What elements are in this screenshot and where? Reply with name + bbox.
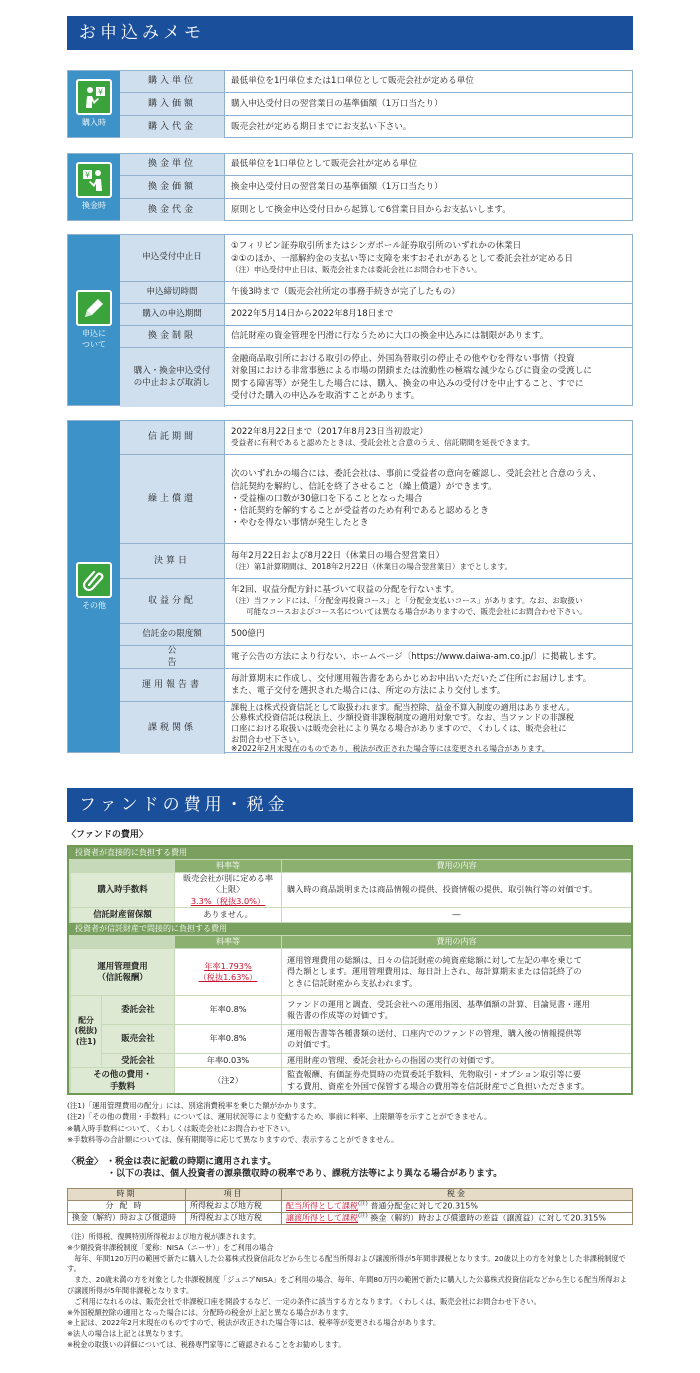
row-label-line: 購入・換金申込受付	[133, 366, 211, 377]
tax-note: ※外国税額控除の適用となった場合には、分配時の税金が上記と異なる場合があります。	[67, 1307, 353, 1317]
row-label: 決算日	[120, 544, 225, 578]
row-value	[225, 702, 632, 754]
row-label: 購入単位	[120, 71, 225, 92]
retained-label: 信託財産留保額	[71, 908, 174, 922]
row-label: 購入代金	[120, 116, 225, 138]
col-tax: 税金	[282, 1189, 633, 1201]
col-period: 時期	[68, 1189, 186, 1201]
allocation-label-line: (注1)	[75, 1036, 97, 1046]
purchase-fee-rate	[175, 873, 281, 907]
tax-notes	[67, 1232, 633, 1351]
mgmt-fee-label	[71, 949, 174, 995]
other-fee-content	[282, 1068, 631, 1093]
purchase-fee-label: 購入時手数料	[71, 873, 174, 907]
table-row	[120, 702, 632, 754]
tax-header-row	[68, 1189, 633, 1201]
other-side-label: その他	[82, 600, 106, 610]
value-line: ・受益権の口数が30億口を下ることとなった場合	[231, 493, 423, 504]
distributor-content-line: 運用報告書等各種書類の送付、口座内でのファンドの管理、購入後の情報提供等	[287, 1027, 582, 1038]
value-line: 関する障害等）が発生した場合には、購入、換金の申込みの受付けを中止すること、すでに	[231, 378, 584, 389]
consignor-content	[282, 996, 631, 1024]
row-label: 信託期間	[120, 421, 225, 454]
application-side-label-1: 申込に	[82, 329, 106, 339]
section-banner-application-memo	[67, 16, 633, 50]
other-fee-rate: （注2）	[175, 1068, 281, 1093]
row-value	[225, 544, 632, 578]
section-title: お申込みメモ	[79, 23, 205, 43]
table-row	[120, 646, 632, 669]
row-value	[225, 421, 632, 454]
purchase-fee-rate-cap	[175, 884, 281, 906]
mgmt-fee-rate-line: 年率1.793%	[204, 960, 252, 971]
svg-text:¥: ¥	[84, 170, 91, 180]
row-value	[225, 579, 632, 623]
purchase-group	[67, 70, 633, 138]
value-line: 課税上は株式投資信託として取扱われます。配当控除、益金不算入制度の適用はありません。	[231, 701, 575, 712]
row-label: 換金制限	[120, 326, 225, 347]
retained-content: ―	[282, 908, 631, 922]
table-row	[120, 669, 632, 702]
fee-note: (注1)「運用管理費用の配分」には、別途消費税率を乗じた額がかかります。	[67, 1101, 321, 1110]
row-label: 申込受付中止日	[120, 235, 225, 281]
row-value: 購入申込受付日の翌営業日の基準価額（1万口当たり）	[231, 98, 443, 109]
tax-note: ご利用になれるのは、販売会社で非課税口座を開設するなど、一定の条件に該当する方となります。くわしくは、販売会社にお問合わせ下さい。	[67, 1296, 541, 1306]
fee-note: ※手数料等の合計額については、保有期間等に応じて異なりますので、表示することができません。	[67, 1135, 399, 1145]
application-side	[68, 235, 120, 405]
tax-type: 譲渡所得として課税	[286, 1213, 358, 1223]
col-content-header: 費用の内容	[282, 860, 631, 872]
value-line: 信託財産の資金管理を円滑に行なうために大口の換金申込みには制限があります。	[231, 331, 549, 342]
row-label: 公告	[120, 646, 225, 668]
value-note: 受益者に有利であると認めたときは、受託会社と合意のうえ、信託期間を延長できます。	[231, 438, 535, 448]
table-row	[120, 348, 632, 407]
row-label: 運用報告書	[120, 669, 225, 701]
tax-note: また、20歳未満の方を対象とした非課税制度「ジュニアNISA」をご利用の場合、毎年、年間80万円の範囲で新たに購入した公募株式投資信託などから生じる配当所得および譲渡所得が5年間非課税となります。	[67, 1275, 627, 1295]
row-label: 課税関係	[120, 702, 225, 754]
row-value	[225, 235, 632, 281]
application-group	[67, 234, 633, 406]
application-side-label-2: ついて	[82, 339, 106, 349]
row-value	[225, 455, 632, 543]
value-note: ※2022年2月末現在のものであり、税法が改正された場合等には変更される場合があります。	[231, 744, 550, 754]
redemption-side	[68, 154, 120, 220]
value-line: 年2回、収益分配方針に基づいて収益の分配を行ないます。	[231, 585, 460, 596]
value-line: 信託契約を解約し、信託を終了させること（繰上償還）ができます。	[231, 481, 497, 492]
value-line: 2022年8月22日まで（2017年8月23日当初設定）	[231, 427, 428, 437]
retained-rate: ありません。	[175, 908, 281, 922]
value-line: 電子公告の方法により行ない、ホームページ〔https://www.daiwa-am.co.jp/〕に掲載します。	[231, 651, 602, 662]
tax-note: ※上記は、2022年2月末現在のものですので、税法が改正された場合等には、税率等が変更される場合があります。	[67, 1318, 441, 1328]
value-line: 2022年5月14日から2022年8月18日まで	[231, 309, 394, 320]
section-title: ファンドの費用・税金	[79, 795, 289, 815]
value-line: 口座における取扱いは販売会社により異なる場合がありますので、くわしくは、販売会社に	[231, 723, 567, 734]
row-label: 繰上償還	[120, 455, 225, 543]
row-value	[225, 348, 632, 407]
col-content-header: 費用の内容	[282, 936, 631, 948]
table-row	[120, 326, 632, 348]
purchase-side	[68, 71, 120, 137]
consignor-content-line: ファンドの運用と調査、受託会社への運用指図、基準価額の計算、目論見書・運用	[287, 998, 590, 1009]
value-note: （注）申込受付中止日は、販売会社または委託会社にお問合わせ下さい。	[231, 264, 482, 274]
cap-value: 3.3%（税抜3.0%）	[190, 895, 266, 906]
value-line: ・信託契約を解約することが受益者のため有利であると認めるとき	[231, 506, 489, 517]
fee-note: (注2)「その他の費用・手数料」については、運用状況等により変動するため、事前に料率、上限額等を示すことができません。	[67, 1112, 492, 1122]
mgmt-fee-rate-line: （税抜1.63%）	[198, 972, 258, 982]
value-line: ②①のほか、一部解約金の支払い等に支障を来すおそれがあるとして委託会社が定める日	[231, 253, 573, 264]
row-value: 販売会社が定める期日までにお支払い下さい。	[231, 121, 412, 132]
consignor-content-line: 報告書の作成等の対価です。	[287, 1010, 393, 1020]
trustee-label: 受託会社	[102, 1054, 174, 1067]
mgmt-fee-content-line: 得た額とします。運用管理費用は、毎日計上され、毎計算期末または信託終了の	[287, 966, 582, 977]
row-value: 最低単位を1口単位として販売会社が定める単位	[231, 159, 417, 170]
table-row	[120, 176, 632, 199]
yen-buy-icon	[76, 79, 112, 115]
tax-mark: (注)	[358, 1213, 368, 1220]
tax-note: ※少額投資非課税制度「愛称：NISA（ニーサ）」をご利用の場合	[67, 1242, 274, 1252]
row-label: 購入の申込期間	[120, 304, 225, 325]
row-label: 購入価額	[120, 93, 225, 115]
paperclip-icon	[76, 562, 112, 598]
pen-icon	[76, 290, 112, 326]
tax-rate-text: 換金（解約）時および償還時の差益（譲渡益）に対して20.315%	[370, 1213, 606, 1223]
other-fee-label-line: その他の費用・	[93, 1069, 152, 1080]
purchase-fee-content: 購入時の商品説明または商品情報の提供、投資情報の提供、取引執行等の対価です。	[282, 873, 631, 907]
fees-table	[67, 845, 633, 1095]
allocation-label-line: (税抜)	[74, 1026, 98, 1036]
consignor-label: 委託会社	[102, 996, 174, 1024]
value-line: 受付けた購入の申込みを取消すことがあります。	[231, 390, 420, 401]
other-group	[67, 420, 633, 753]
mgmt-fee-label-line: 運用管理費用	[97, 960, 148, 971]
value-line: また、電子交付を選択された場合には、所定の方法により交付します。	[231, 686, 506, 696]
value-line: 次のいずれかの場合には、委託会社は、事前に受益者の意向を確認し、受託会社と合意のうえ、	[231, 469, 602, 480]
value-line: 毎年2月22日および8月22日（休業日の場合翌営業日）	[231, 550, 445, 561]
tax-table	[67, 1188, 633, 1225]
tax-note: ※税金の取扱いの詳細については、税務専門家等にご確認されることをお勧めします。	[67, 1339, 346, 1349]
other-fee-label-line: 手数料	[109, 1080, 136, 1091]
row-value: 原則として換金申込受付日から起算して6営業日目からお支払いします。	[231, 204, 511, 215]
other-fee-label	[71, 1068, 174, 1093]
fee-notes	[67, 1100, 633, 1146]
table-row	[120, 421, 632, 455]
value-line: 500億円	[231, 629, 265, 640]
row-label: 換金代金	[120, 199, 225, 221]
table-row	[120, 544, 632, 579]
tax-note: 毎年、年間120万円の範囲で新たに購入した公募株式投資信託などから生じる配当所得および譲渡所得が5年間非課税となります。20歳以上の方を対象とした非課税制度です。	[67, 1253, 626, 1274]
tax-type: 配当所得として課税	[286, 1201, 358, 1211]
table-row	[120, 282, 632, 304]
row-label: 換金単位	[120, 154, 225, 175]
value-line: 公募株式投資信託は税法上、少額投資非課税制度の適用対象です。なお、当ファンドの非課税	[231, 712, 575, 723]
table-row	[68, 1213, 633, 1225]
tax-value	[282, 1201, 633, 1213]
fees-heading: 〈ファンドの費用〉	[67, 830, 148, 840]
value-line: 毎計算期末に作成し、交付運用報告書をあらかじめお申出いただいたご住所にお届けします。	[231, 673, 592, 684]
mgmt-fee-content	[282, 949, 631, 995]
row-label: 申込締切時間	[120, 282, 225, 303]
table-row	[120, 624, 632, 646]
mgmt-fee-content-line: 運用管理費用の総額は、日々の信託財産の純資産総額に対して左記の率を乗じて	[287, 955, 582, 966]
tax-heading: 〈税金〉	[67, 1157, 104, 1167]
allocation-label	[71, 996, 101, 1067]
consignor-rate: 年率0.8%	[175, 996, 281, 1024]
table-row	[120, 455, 632, 544]
row-value	[225, 282, 632, 303]
value-note: （注）第1計算期間は、2018年2月22日（休業日の場合翌営業日）までとします。	[231, 561, 513, 571]
row-value	[225, 669, 632, 701]
indirect-costs-bar: 投資者が信託財産で間接的に負担する費用	[69, 923, 631, 935]
tax-bullet: ・税金は表に記載の時期に適用されます。	[106, 1157, 277, 1167]
distributor-content-line: の対価です。	[287, 1039, 336, 1049]
row-label-line: の中止および取消し	[133, 377, 211, 388]
tax-note: ※法人の場合は上記とは異なります。	[67, 1329, 188, 1339]
value-line: ①フィリピン証券取引所またはシンガポール証券取引所のいずれかの休業日	[231, 241, 522, 252]
table-row	[120, 154, 632, 176]
table-row	[120, 116, 632, 138]
mgmt-fee-content-line: ときに信託財産から支払われます。	[287, 977, 418, 988]
row-value: 最低単位を1円単位または1口単位として販売会社が定める単位	[231, 76, 474, 87]
tax-item: 所得税および地方税	[186, 1213, 282, 1225]
mgmt-fee-label-line: （信託報酬）	[97, 972, 148, 982]
tax-item: 所得税および地方税	[186, 1201, 282, 1213]
purchase-fee-rate-line: 販売会社が別に定める率	[182, 873, 274, 884]
value-line: ・やむを得ない事情が発生したとき	[231, 518, 369, 529]
distributor-label: 販売会社	[102, 1025, 174, 1053]
tax-note: （注）所得税、復興特別所得税および地方税が課されます。	[67, 1232, 261, 1241]
table-row	[120, 71, 632, 93]
trustee-content: 運用財産の管理、委託会社からの指図の実行の対価です。	[282, 1054, 631, 1067]
row-label: 換金価額	[120, 176, 225, 198]
redemption-side-label: 換金時	[82, 201, 106, 211]
yen-exchange-icon	[76, 162, 112, 198]
purchase-side-label: 購入時	[82, 118, 106, 128]
distributor-rate: 年率0.8%	[175, 1025, 281, 1053]
allocation-label-line: 配分	[78, 1015, 94, 1025]
other-fee-content-line: 監査報酬、有価証券売買時の売買委託手数料、先物取引・オプション取引等に要	[287, 1069, 582, 1080]
row-value	[225, 326, 632, 347]
distributor-content	[282, 1025, 631, 1053]
col-item: 項目	[186, 1189, 282, 1201]
trustee-rate: 年率0.03%	[175, 1054, 281, 1067]
other-side	[68, 421, 120, 752]
value-note: 可能なコースおよびコース名については異なる場合がありますので、販売会社にお問合わせ下さい。	[231, 607, 587, 617]
section-banner-fund-costs	[67, 788, 633, 822]
table-row	[120, 304, 632, 326]
tax-value	[282, 1213, 633, 1225]
cap-label: 〈上限〉	[211, 884, 245, 895]
tax-heading-block	[67, 1157, 633, 1180]
table-row	[68, 1201, 633, 1213]
fee-note: ※購入時手数料について、くわしくは販売会社にお問合わせ下さい。	[67, 1123, 295, 1133]
table-row	[120, 235, 632, 282]
tax-mark: (注)	[358, 1201, 368, 1207]
row-label: 信託金の限度額	[120, 624, 225, 645]
value-line: 午後3時まで（販売会社所定の事務手続きが完了したもの）	[231, 287, 460, 298]
row-value	[225, 304, 632, 325]
row-value	[225, 646, 632, 668]
tax-bullet: ・以下の表は、個人投資者の源泉徴収時の税率であり、課税方法等により異なる場合があります。	[107, 1168, 503, 1179]
svg-text:¥: ¥	[97, 87, 104, 97]
value-line: 金融商品取引所における取引の停止、外国為替取引の停止その他やむを得ない事情（投資	[231, 354, 575, 365]
tax-period: 分配時	[68, 1201, 186, 1213]
row-value	[225, 624, 632, 645]
row-label: 収益分配	[120, 579, 225, 623]
table-row	[120, 93, 632, 116]
table-row	[120, 199, 632, 221]
value-line: 対象国における非常事態による市場の閉鎖または流動性の極端な減少ならびに資金の受渡しに	[231, 366, 592, 377]
col-rate-header: 料率等	[175, 860, 281, 872]
value-line: お問合わせ下さい。	[231, 733, 305, 744]
tax-period: 換金（解約）時および償還時	[68, 1213, 186, 1225]
table-row	[120, 579, 632, 624]
mgmt-fee-rate	[175, 949, 281, 995]
value-note: （注）当ファンドには、「分配金再投資コース」と「分配金支払いコース」があります。なお、お取扱い	[231, 596, 583, 606]
col-rate-header: 料率等	[175, 936, 281, 948]
direct-costs-bar: 投資者が直接的に負担する費用	[69, 847, 631, 859]
other-fee-content-line: する費用、資産を外国で保管する場合の費用等を信託財産でご負担いただきます。	[287, 1080, 590, 1091]
row-label	[120, 348, 225, 407]
redemption-group	[67, 153, 633, 221]
tax-rate-text: 普通分配金に対して20.315%	[370, 1201, 478, 1211]
row-value: 換金申込受付日の翌営業日の基準価額（1万口当たり）	[231, 181, 443, 192]
